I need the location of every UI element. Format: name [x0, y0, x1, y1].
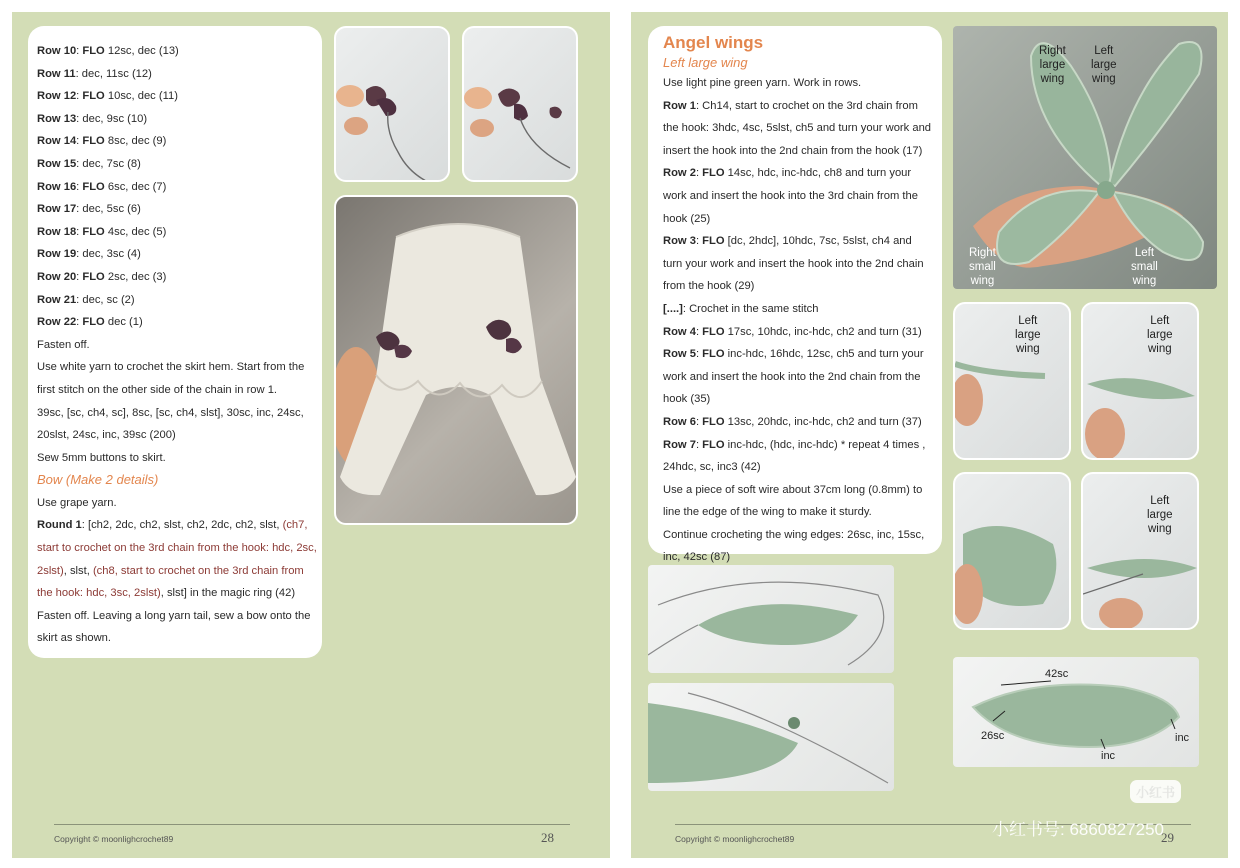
round-1-part-red-1: (ch7, start to crochet on the 3rd chain from the hook: hdc, 2sc, 2slst)	[37, 519, 317, 577]
wire-text: Use a piece of soft wire about 37cm long (0.8mm) to line the edge of the wing to make it sturdy.	[663, 483, 923, 519]
skirt-line: Sew 5mm buttons to skirt.	[37, 451, 166, 464]
copyright-text: Copyright © moonlighcrochet89	[675, 834, 795, 844]
right-small-wing-label: Right small wing	[969, 247, 996, 287]
row-line: Row 21: dec, sc (2)	[37, 293, 135, 306]
skirt-photo	[334, 195, 578, 525]
page-number: 28	[541, 830, 554, 845]
page-number: 29	[1161, 830, 1174, 845]
row-line: Row 11: dec, 11sc (12)	[37, 67, 152, 80]
round-1-part-red-2: (ch8, start to crochet on the 3rd chain from the hook: hdc, 3sc, 2slst)	[37, 564, 304, 600]
bow-heading: Bow (Make 2 details)	[37, 472, 159, 488]
wings-main-photo	[953, 26, 1217, 289]
wing-step-photo-3	[953, 472, 1071, 630]
fasten-off-text: Fasten off.	[37, 338, 90, 351]
watermark-text: 小红书号: 6860827250	[992, 820, 1164, 839]
wing-wire-photo-2	[648, 683, 894, 791]
section-title: Angel wings	[663, 33, 764, 52]
bow-yarn-text: Use grape yarn.	[37, 496, 117, 509]
left-large-wing-label: Left large wing	[1147, 315, 1173, 355]
bow-photo-2	[462, 26, 578, 182]
section-subtitle: Left large wing	[663, 55, 748, 70]
wing-wire-photo-1	[648, 565, 894, 673]
right-text-card	[648, 26, 942, 564]
row-line: Row 7: FLO inc-hdc, (hdc, inc-hdc) * repeat 4 times , 24hdc, sc, inc3 (42)	[663, 438, 926, 474]
row-line: Row 17: dec, 5sc (6)	[37, 203, 141, 216]
row-line: Row 14: FLO 8sc, dec (9)	[37, 135, 167, 148]
intro-text: Use light pine green yarn. Work in rows.	[663, 77, 862, 89]
skirt-instructions	[37, 356, 322, 469]
row-line: Row 20: FLO 2sc, dec (3)	[37, 270, 167, 283]
row-line: Row 15: dec, 7sc (8)	[37, 157, 141, 170]
right-page	[631, 12, 1228, 858]
diagram-label-26sc: 26sc	[981, 730, 1005, 742]
round-1-label: Round 1	[37, 519, 82, 532]
row-line: Row 1: Ch14, start to crochet on the 3rd chain from the hook: 3hdc, 4sc, 5slst, ch5 and turn your work and insert the hook into the 2nd chain from the hook (17)	[663, 99, 932, 157]
left-large-wing-label: Left large wing	[1015, 315, 1041, 355]
diagram-label-inc-bottom: inc	[1101, 750, 1116, 762]
row-line: Row 10: FLO 12sc, dec (13)	[37, 45, 179, 57]
left-page	[12, 12, 610, 858]
row-line: Row 19: dec, 3sc (4)	[37, 248, 141, 261]
copyright-text: Copyright © moonlighcrochet89	[54, 834, 174, 844]
right-large-wing-label: Right large wing	[1039, 45, 1066, 85]
left-large-wing-label: Left large wing	[1091, 45, 1117, 85]
row-line: Row 6: FLO 13sc, 20hdc, inc-hdc, ch2 and turn (37)	[663, 415, 922, 428]
row-line: Row 3: FLO [dc, 2hdc], 10hdc, 7sc, 5slst, ch4 and turn your work and insert the hook into the 2nd chain from the hook (29)	[663, 235, 924, 293]
left-text-card	[28, 26, 322, 658]
left-large-wing-label: Left large wing	[1147, 495, 1173, 535]
skirt-line: 39sc, [sc, ch4, sc], 8sc, [sc, ch4, slst], 30sc, inc, 24sc,	[37, 406, 304, 419]
row-list	[663, 95, 932, 479]
row-line: [....]: Crochet in the same stitch	[663, 302, 819, 315]
wing-step-photo-2	[1081, 302, 1199, 460]
wing-step-photo-1	[953, 302, 1071, 460]
skirt-line: Use white yarn to crochet the skirt hem. Start from the	[37, 361, 305, 374]
row-line: Row 18: FLO 4sc, dec (5)	[37, 225, 167, 238]
diagram-label-inc-right: inc	[1175, 732, 1190, 744]
left-small-wing-label: Left small wing	[1131, 247, 1158, 287]
wing-edge-diagram-photo	[953, 657, 1199, 767]
row-list	[37, 40, 322, 334]
wing-step-photo-4	[1081, 472, 1199, 630]
bow-photo-1	[334, 26, 450, 182]
continue-text: Continue crocheting the wing edges: 26sc, inc, 15sc, inc, 42sc (87)	[663, 528, 925, 564]
diagram-label-42sc: 42sc	[1045, 668, 1069, 680]
sew-bow-text: Fasten off. Leaving a long yarn tail, sew a bow onto the skirt as shown.	[37, 609, 311, 645]
row-line: Row 5: FLO inc-hdc, 16hdc, 12sc, ch5 and turn your work and insert the hook into the 2nd chain from the hook (35)	[663, 348, 924, 406]
row-line: Row 22: FLO dec (1)	[37, 316, 143, 329]
skirt-line: first stitch on the other side of the chain in row 1.	[37, 383, 278, 396]
row-line: Row 12: FLO 10sc, dec (11)	[37, 90, 178, 103]
row-line: Row 16: FLO 6sc, dec (7)	[37, 180, 167, 193]
row-line: Row 13: dec, 9sc (10)	[37, 112, 148, 125]
row-line: Row 4: FLO 17sc, 10hdc, inc-hdc, ch2 and turn (31)	[663, 325, 922, 338]
watermark-badge: 小红书	[1130, 780, 1181, 803]
skirt-line: 20slst, 24sc, inc, 39sc (200)	[37, 429, 176, 442]
footer-divider	[54, 824, 570, 825]
round-1-text: Round 1: [ch2, 2dc, ch2, slst, ch2, 2dc, ch2, slst, (ch7, start to crochet on the 3rd chain from the hook: hdc, 2sc, 2slst), slst, (ch8, start to crochet on the 3rd chain from the hook: hdc, 3sc, 2slst), slst] in the magic ring (42)	[37, 519, 317, 600]
row-line: Row 2: FLO 14sc, hdc, inc-hdc, ch8 and turn your work and insert the hook into the 3rd chain from the hook (25)	[663, 167, 918, 225]
